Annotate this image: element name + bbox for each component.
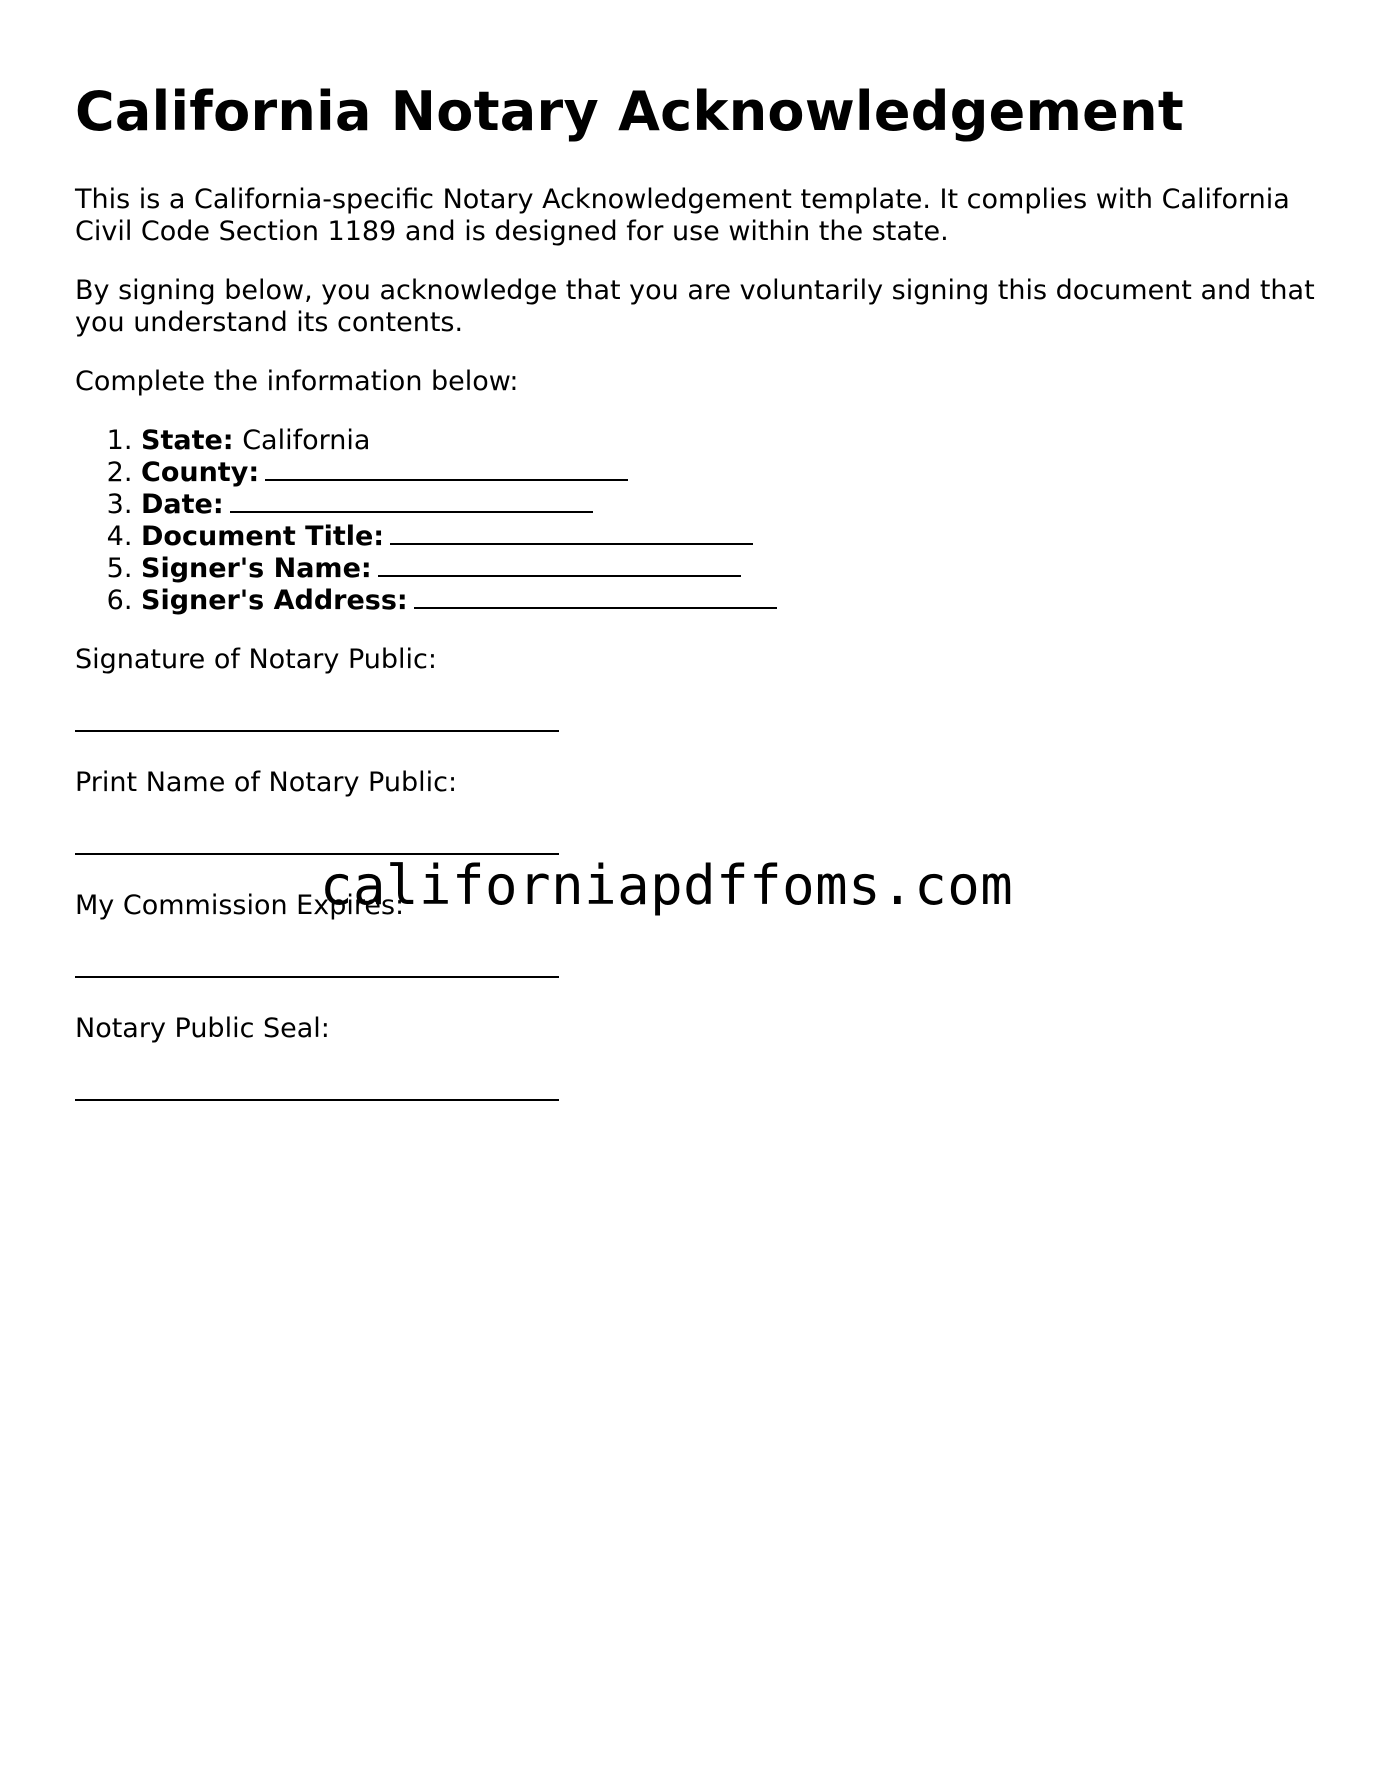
- field-label: Date:: [141, 489, 224, 520]
- field-value: California: [242, 425, 371, 456]
- field-document-title: [141, 521, 1315, 553]
- notary-print-name-label: Print Name of Notary Public:: [75, 767, 458, 798]
- intro-paragraph: This is a California-specific Notary Acknowledgement template. It complies with California Civil Code Section 1189 and is designed for use within the state.: [75, 184, 1290, 247]
- notary-signature-line[interactable]: [75, 730, 559, 732]
- document-page: [75, 80, 1315, 1136]
- field-county: [141, 457, 1315, 489]
- field-label: County:: [141, 457, 260, 488]
- document-title-blank-line[interactable]: [390, 521, 753, 545]
- field-signer-name: [141, 553, 1315, 585]
- field-state: [141, 425, 1315, 457]
- instruction-text: Complete the information below:: [75, 366, 519, 397]
- document-title: California Notary Acknowledgement: [75, 80, 1184, 143]
- field-label: Signer's Address:: [141, 585, 408, 616]
- notary-signature-label: Signature of Notary Public:: [75, 644, 437, 675]
- field-label: Signer's Name:: [141, 553, 372, 584]
- field-signer-address: [141, 585, 1315, 617]
- notary-seal-line[interactable]: [75, 1099, 559, 1101]
- watermark-text: californiapdffoms.com: [320, 854, 1014, 917]
- notary-seal-label: Notary Public Seal:: [75, 1013, 330, 1044]
- county-blank-line[interactable]: [265, 457, 628, 481]
- commission-expires-label: My Commission Expires:: [75, 890, 405, 921]
- field-date: [141, 489, 1315, 521]
- field-label: State:: [141, 425, 234, 456]
- date-blank-line[interactable]: [230, 489, 593, 513]
- signer-address-blank-line[interactable]: [414, 585, 777, 609]
- signer-name-blank-line[interactable]: [378, 553, 741, 577]
- field-label: Document Title:: [141, 521, 385, 552]
- commission-expires-line[interactable]: [75, 976, 559, 978]
- info-field-list: [75, 425, 1315, 617]
- acknowledgement-paragraph: By signing below, you acknowledge that you are voluntarily signing this document and that you understand its contents.: [75, 275, 1315, 338]
